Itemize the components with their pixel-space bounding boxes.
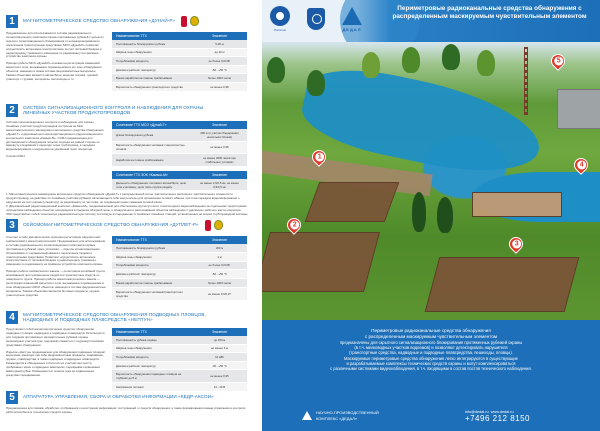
tree [442, 44, 460, 70]
email-link[interactable]: info@dedal.ru [464, 410, 489, 414]
tree [412, 192, 426, 232]
summary-text-line: (транспортные средства, надводные и подводные плавсредства, пешеходы, пловцы). [349, 350, 513, 356]
marker-1-icon[interactable]: 1 [309, 147, 329, 167]
summary-text-line: и разрабатываемые комплексы технических средств охраны и могут комплексироваться [346, 360, 516, 366]
table-row: Ширина зоны обнаружения не менее 4 м [112, 344, 247, 353]
section-paragraph: 1. Магнитометрическое маскируемое волоконное средство обнаружения «Дунай-Т» с распределённой сетью чувствительного распорного чувствительного элемента по продуктопроводу, на действие по линейным участкам рубежей, включающая в себя контроллеры для организации сетевого обмена, при этом передача видеоинформации о нарушении на пост охраны (оператору) по радиоканалу по частотам, не создающим помех смежным сетевой связи. [6, 192, 240, 205]
tree [267, 57, 285, 83]
table-row: Вероятность обнаружения подводных пловцов на глубинах до 8 м не менее 0,95 [112, 370, 247, 383]
table-row: Вероятность обнаружения человека с вероятностью сигнала не менее 0,98 [112, 141, 247, 154]
table-row: Протяжённость блокируемого рубежа 5-30 м [112, 40, 247, 48]
section-paragraph: Состав СОКН: [6, 154, 26, 159]
marker-4-icon[interactable]: 4 [571, 155, 591, 175]
marker-5-icon[interactable]: 5 [548, 51, 568, 71]
section-paragraph: Принцип работы сейсмического канала — регистрация колебаний грунта, возникающих при перемещении людей или транспортных средств по поверхности грунта. Принцип работы магнитометрического канала — регистрация изменений магнитного поля, вызываемых перемещением в зоне обнаружения СМСО объектов, имеющих в составе ферромагнитные материалы. Такими объектами являются бытовые предметы, оружие, транспортные средства. [6, 269, 106, 297]
certificate-badge-icon [181, 16, 187, 27]
section-2 [6, 103, 258, 217]
marker-3-icon[interactable]: 3 [506, 234, 526, 254]
section-1 [6, 14, 258, 92]
summary-text-line: предназначены для скрытного сигнализационного блокирования протяженных рубежей охраны [339, 340, 523, 345]
tree [402, 47, 420, 73]
dedal-triangle-icon [302, 411, 312, 420]
table-header-name: Наименование ТТХ [112, 32, 192, 40]
website-link[interactable]: www.dedal.ru [490, 410, 514, 414]
radio-tower [524, 47, 528, 115]
illustration-scene [262, 42, 600, 320]
table-row: Наработка на ложное срабатывание не менее 2000 часов при стабильных условиях [112, 154, 247, 167]
footer [262, 410, 600, 423]
section-number: 4 [6, 311, 18, 324]
control-building [557, 89, 600, 129]
summary-title-line: с распределенным маскируемым чувствительным элементом [364, 334, 498, 339]
section-title: МАГНИТОМЕТРИЧЕСКОЕ СРЕДСТВО ОБНАРУЖЕНИЯ ПОДВОДНЫХ ПЛОВЦОВ, НАДВОДНЫХ И ПОДВОДНЫХ ПЛАВСРЕДСТВ «НЕПТУН» [23, 311, 206, 322]
section-title: СИСТЕМА СИГНАЛИЗАЦИОННОГО КОНТРОЛЯ И НАБЛЮДЕНИЯ ДЛЯ ОХРАНЫ ЛИНЕЙНЫХ УЧАСТКОВ ПРОДУКТОПРОВОДОВ [23, 104, 204, 115]
section-paragraph: Предназначено для использования в составе радиоканального сигнализационного комплекса охраны протяжённых рубежей с целью их скрытого сигнализационного блокирования от несанкционированного пересечения транспортными средствами. МСО «Дунай-Р» позволяет осуществлять автономное электропитание за счёт литиевой батареи и радиопередачу тревожного извещения по радиоканалу на приёмное устройство комплекса охраны. [6, 31, 104, 59]
table-row: Потребляемая мощность не более 0,03 Вт [112, 57, 247, 66]
specs-table: Наименование ТТХ Значение Протяжённость блокируемого рубежа 200 м Ширина зоны обнаружения 4 м Потребляемая мощность не более 0,03 Вт Диапазон рабочих температур -50...+50 °С Время наработки на ложное срабатывание более 1000 часов Вероятность обнаружения человека/транспортного средства не менее 0,9/0,97 [112, 236, 247, 301]
dedal-triangle-icon [342, 7, 362, 25]
section-paragraph: ЗОК представляет собой техническую радиокомплектную систему, состоящую из передающих и приёмных линейных станций, установленных на опорах трубопроводной системы. [6, 211, 249, 216]
section-number: 5 [6, 391, 18, 404]
table-row: Протяжённость блокируемого рубежа 200 м [112, 244, 247, 252]
emblem-logo [302, 3, 330, 35]
section-number: 2 [6, 104, 18, 117]
table-header-value: Значение [192, 32, 247, 40]
company-name-line: КОМПЛЕКС «ДЕДАЛ» [316, 415, 358, 421]
section-paragraph: Принцип работы МСО «Дунай-Р» основан на регистрации изменений магнитного поля, вызываемых перемещением в его зоне обнаружения объектов, имеющих в своём составе ферромагнитные материалы. Такими объектами являются автомобили, военная техника, гужевой транспорт с грузами, мотоциклы, велосипеды и т.п. [6, 61, 102, 81]
section-paragraph: Представляет собой магнитометрическое средство обнаружения подводных пловцов, надводных и подводных плавсредств. Используется для создания протяжённых заградительных рубежей охраны мелководных участков (рек, водоёмов) совместно с гидроакустическими средствами обнаружения. [6, 327, 105, 347]
table-row: Потребляемая мощность 10 мВт [112, 353, 247, 362]
bridge-area [472, 192, 562, 217]
company-logo [302, 410, 379, 421]
trench-area [305, 182, 400, 222]
rosatom-logo: Росатом [266, 3, 294, 35]
certificate-badge-icon [205, 220, 211, 231]
section-number: 1 [6, 15, 18, 28]
section-title: СЕЙСМОМАГНИТОМЕТРИЧЕСКОЕ СРЕДСТВО ОБНАРУЖЕНИЯ «ДУПЛЕТ-Р» [23, 222, 199, 228]
section-title: МАГНИТОМЕТРИЧЕСКОЕ СРЕДСТВО ОБНАРУЖЕНИЯ «ДУНАЙ-Р» [23, 18, 175, 24]
rosatom-icon [270, 6, 290, 26]
table-row: Диапазон рабочих температур -50...+50 °С [112, 270, 247, 279]
specs-table: Наименование ТТХ Значение Протяжённость рубежа охраны до 250 м Ширина зоны обнаружения не менее 4 м Потребляемая мощность 10 мВт Диапазон рабочих температур -30...+50 °С Вероятность обнаружения подводных пловцов на глубинах до 8 м не менее 0,95 Напряжение питания 10...30 В [112, 328, 247, 392]
table-row: Потребляемая мощность не более 0,03 Вт [112, 261, 247, 270]
table-row: Дальность обнаружения: легкового автомобиля, цели типа «человек», цели типа «группа людей» не менее 4,5/2,5 км, не менее 0,5/0,5 км [112, 179, 247, 191]
specs-table-dunai-t: Сочетание ТТХ МСО «Дунай-Т» Значение Длина блокируемого рубежа 300 м (с учётом объединения нескольких блоков) Вероятность обнаружения человека с вероятностью сигнала не менее 0,98 Наработка на ложное срабатывание не менее 2000 часов при стабильных условиях [112, 121, 247, 167]
section-paragraph: Предназначена для приёма, обработки, отображения и регистрации информации, поступающей от средств обнаружения, а также формирования команд управления и контроля работоспособности технических средств охраны. [6, 406, 246, 414]
shield-icon [307, 8, 325, 30]
left-panel [0, 0, 258, 431]
section-3 [6, 218, 258, 301]
summary-text-line: (в т.ч. мелководных участков водоемов) и позволяют детектировать нарушителя [354, 345, 508, 351]
table-row: Вероятность обнаружения транспортного средства не менее 0,98 [112, 82, 247, 91]
marker-2-icon[interactable]: 2 [284, 215, 304, 235]
summary-title-line: Периметровые радиоканальные средства обнаружения [371, 328, 491, 333]
emblem-badge-icon [214, 220, 223, 230]
company-name-line: НАУЧНО-ПРОИЗВОДСТВЕННЫЙ [316, 410, 379, 415]
table-row: Вероятность обнаружения человека/транспортного средства не менее 0,9/0,97 [112, 287, 247, 300]
trench-area [425, 257, 580, 312]
tree [362, 52, 380, 78]
section-title: АППАРАТУРА УПРАВЛЕНИЯ, СБОРА И ОБРАБОТКИ ИНФОРМАЦИИ «КЕДР-АКСОИ» [23, 394, 214, 400]
summary-block [262, 320, 600, 431]
dedal-logo: ДЕДАЛ [338, 3, 366, 35]
right-panel [262, 0, 600, 431]
section-paragraph: Сочетает в себе два физических принципа регистрации нарушителей: сейсмический и магнитометрический. Предназначено для использования в составе радиоканального сигнализационного комплекса охраны протяжённых рубежей. Цель установки — скрытое сигнализационное блокирование от несанкционированного пересечения людьми и транспортными средствами. Позволяет осуществлять автономное электропитание от литиевой батареи и радиопередачу тревожного извещения по радиоканалу на приёмное устройство комплекса охраны. [6, 235, 106, 267]
emblem-badge-icon [190, 16, 199, 26]
table-row: Ширина зоны обнаружения 4 м [112, 252, 247, 261]
table-row: Напряжение питания 10...30 В [112, 382, 247, 391]
tree [437, 197, 453, 233]
table-row: Протяжённость рубежа охраны до 250 м [112, 336, 247, 344]
specs-table [112, 32, 247, 92]
section-5 [6, 390, 258, 415]
section-paragraph: Изделие «Нептун» предназначено для обнаружения подводных пловцов/водолазов, имеющих при себе ферромагнитные предметы, снаряжение, оружие, плавсредства, а также подводных и надводных плавсредств. Размещается в обводненных и болотистых участках местности, прибрежных зонах и подводных акваториях, перекрывая охраняемый акваторный рубеж. Размещается в течение года на подвешенных средствах передвижения. [6, 349, 105, 377]
summary-text-line: Маскируемые периметровые средства обнаружения легко интегрируются в существующие [344, 355, 518, 361]
table-row: Ширина зоны обнаружения до 20 м [112, 48, 247, 57]
phone-number[interactable]: +7496 212 8150 [464, 414, 530, 423]
specs-table-kamysh-m: Сочетание ТТХ ЗОК «Камыш-М» Значение Дальность обнаружения: легкового автомобиля, цели типа «человек», цели типа «группа людей» не менее 4,5/2,5 км, не менее 0,5/0,5 км [112, 171, 247, 192]
contacts [465, 410, 530, 423]
section-paragraph: 2. Двухканальный радиолокационный комплекс «Камыш-М», предназначенный для обеспечения круглосуточного и всепогодного видеонаблюдения за отдельными территориями посредством наблюдения объектов, находящихся в пределах обзорной зоны, и обнаружения и распознавания объектов наблюдения с удалённого рабочего места оператора. [6, 204, 247, 212]
section-paragraph: Система сигнализационного контроля и наблюдения для охраны линейных участков продуктопроводов построена на базе магнитометрического маскируемого волоконного средства обнаружения «Дунай-Т» и двухканального краткодистанционного радиолокационного контрольного комплекса «Камыш-М». СОКН предназначена для дистанционного обнаружения попытки подхода на равной стороне по маршруту следования и переходе через трубопровод, а передача видеоинформации о нарушении на удалённый пункт оператора. [6, 120, 104, 152]
table-row: Время наработки на ложное срабатывание более 1000 часов [112, 74, 247, 83]
tree [307, 70, 325, 96]
table-row: Диапазон рабочих температур -50...+50 °С [112, 65, 247, 74]
pipeline-trench [262, 232, 380, 292]
table-row: Диапазон рабочих температур -30...+50 °С [112, 361, 247, 370]
table-row: Длина блокируемого рубежа 300 м (с учётом объединения нескольких блоков) [112, 129, 247, 141]
section-number: 3 [6, 219, 18, 232]
brochure-title: Периметровые радиоканальные средства обнаружения с распределенным маскируемым чувствительным элементом [392, 5, 587, 21]
section-4 [6, 310, 258, 392]
tree [477, 50, 495, 76]
summary-text-line: с различными системами видеонаблюдения, в т.ч. входящими в состав постов технического наблюдения. [330, 366, 532, 372]
header-banner [262, 0, 600, 42]
table-row: Время наработки на ложное срабатывание более 1000 часов [112, 279, 247, 288]
